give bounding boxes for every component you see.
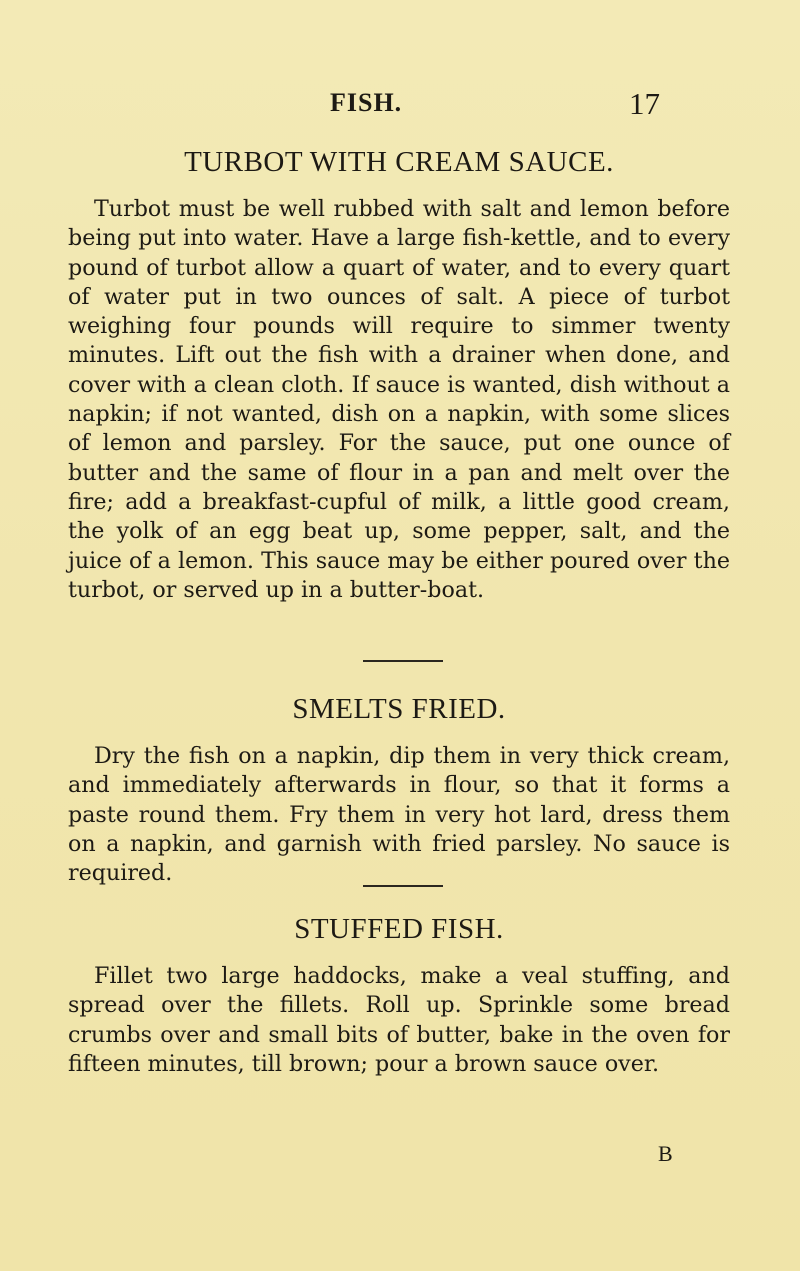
running-head [330, 88, 660, 122]
recipe-stuffed-fish [68, 913, 730, 1079]
recipe-text: Turbot must be well rubbed with salt and lemon before being put into water. Have a large fish-kettle, and to every pound of turbot allow a quart of water, and to every quart of water put in two ounces of salt. A piece of turbot weighing four pounds will require to simmer twenty minutes. Lift out the fish with a drainer when done, and cover with a clean cloth. If sauce is wanted, dish without a napkin; if not wanted, dish on a napkin, with some slices of lemon and parsley. For the sauce, put one ounce of butter and the same of flour in a pan and melt over the fire; add a breakfast-cupful of milk, a little good cream, the yolk of an egg beat up, some pepper, salt, and the juice of a lemon. This sauce may be either poured over the turbot, or served up in a butter-boat. [68, 196, 730, 603]
recipe-title: SMELTS FRIED. [292, 693, 506, 725]
recipe-text: Fillet two large haddocks, make a veal stuffing, and spread over the fillets. Roll up. Sprinkle some bread crumbs over and small bits of butter, bake in the oven for fifteen minutes, till brown; pour a brown sauce over. [68, 963, 730, 1077]
page-number: 17 [629, 86, 660, 121]
recipe-title: STUFFED FISH. [294, 913, 504, 945]
section-divider [363, 660, 443, 662]
section-divider [363, 885, 443, 887]
recipe-text: Dry the fish on a napkin, dip them in very thick cream, and immediately afterwards in flour, so that it forms a paste round them. Fry them in very hot lard, dress them on a napkin, and garnish with fried parsley. No sauce is required. [68, 743, 730, 887]
recipe-smelts-fried [68, 693, 730, 888]
running-head-title: FISH. [330, 88, 403, 117]
recipe-turbot-with-cream-sauce [68, 146, 730, 605]
recipe-title: TURBOT WITH CREAM SAUCE. [184, 146, 614, 178]
signature-mark: B [658, 1141, 673, 1166]
